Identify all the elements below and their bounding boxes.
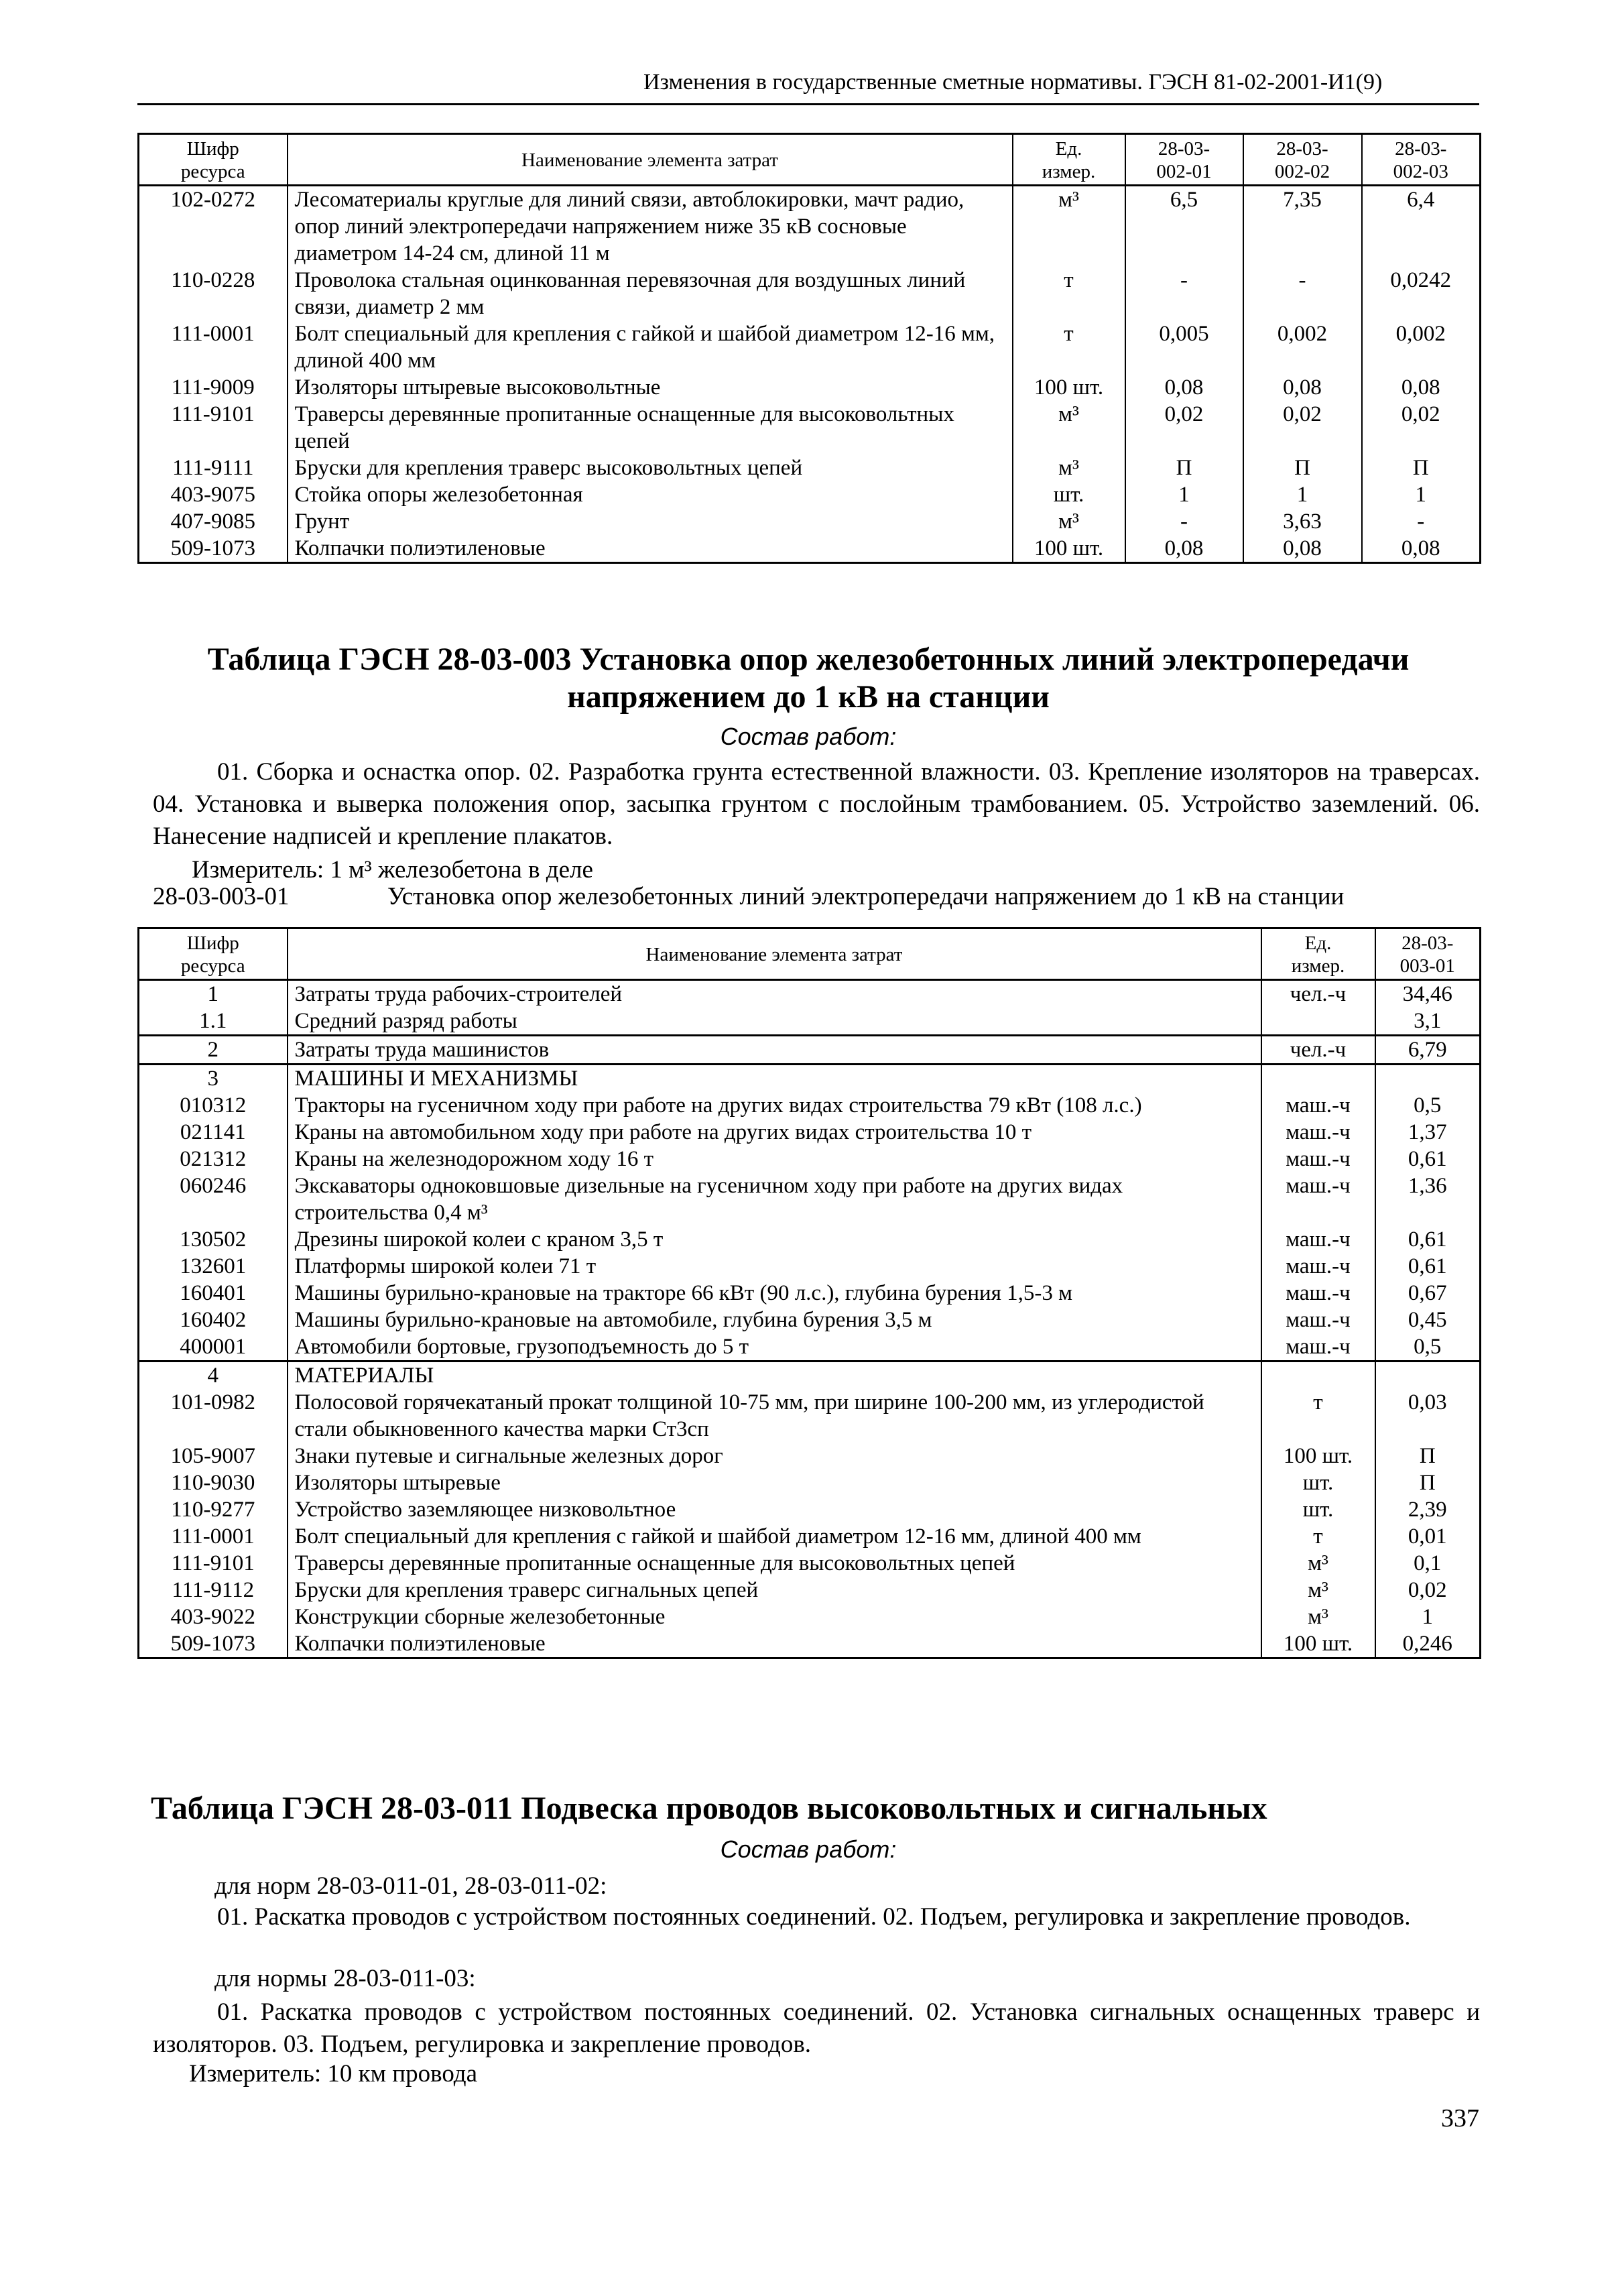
unit: маш.-ч (1261, 1172, 1375, 1226)
resource-code: 105-9007 (139, 1443, 288, 1469)
resource-code: 403-9022 (139, 1604, 288, 1630)
resource-name: Средний разряд работы (288, 1008, 1261, 1036)
composition-label: Состав работ: (720, 723, 897, 750)
norm-value-3: 0,08 (1362, 535, 1481, 563)
resource-name: Конструкции сборные железобетонные (288, 1604, 1261, 1630)
norm-value (1375, 1362, 1481, 1390)
resource-name: Платформы широкой колеи 71 т (288, 1253, 1261, 1280)
resource-name: Бруски для крепления траверс сигнальных цепей (288, 1577, 1261, 1604)
norm-value-1: 0,02 (1125, 401, 1243, 455)
table-row (139, 980, 1481, 1008)
table-row (139, 1550, 1481, 1577)
norm-value-3: 0,002 (1362, 320, 1481, 374)
table-header-row (139, 134, 1481, 186)
unit (1261, 1008, 1375, 1036)
resource-code: 110-9277 (139, 1496, 288, 1523)
table-row (139, 1469, 1481, 1496)
resource-code: 407-9085 (139, 508, 288, 535)
unit: м³ (1261, 1550, 1375, 1577)
resource-code: 111-9101 (139, 401, 288, 455)
resource-code: 102-0272 (139, 186, 288, 267)
unit: маш.-ч (1261, 1226, 1375, 1253)
unit: маш.-ч (1261, 1253, 1375, 1280)
resource-name: МАШИНЫ И МЕХАНИЗМЫ (288, 1065, 1261, 1093)
norm-value-3: 0,08 (1362, 374, 1481, 401)
unit: м³ (1013, 401, 1125, 455)
table-row (139, 320, 1481, 374)
resource-code: 509-1073 (139, 1630, 288, 1658)
unit: шт. (1013, 481, 1125, 508)
unit: 100 шт. (1261, 1443, 1375, 1469)
table-row (139, 1253, 1481, 1280)
resource-code: 021141 (139, 1119, 288, 1146)
norm-name: Установка опор железобетонных линий электропередачи напряжением до 1 кВ на станции (387, 883, 1345, 910)
unit: шт. (1261, 1469, 1375, 1496)
norm-value: 0,45 (1375, 1307, 1481, 1333)
unit: маш.-ч (1261, 1280, 1375, 1307)
resource-code: 110-0228 (139, 267, 288, 320)
meter-text: Измеритель: 10 км провода (189, 2060, 477, 2088)
resource-code: 021312 (139, 1146, 288, 1172)
resource-name: Тракторы на гусеничном ходу при работе на других видах строительства 79 кВт (108 л.с.) (288, 1092, 1261, 1119)
norm-value-3: П (1362, 455, 1481, 481)
column-header-unit: Ед. измер. (1261, 928, 1375, 980)
unit (1261, 1065, 1375, 1093)
norms-list-a: для норм 28-03-011-01, 28-03-011-02: (214, 1872, 607, 1900)
resource-code: 160401 (139, 1280, 288, 1307)
column-header-norm-2: 28-03- 002-02 (1243, 134, 1362, 186)
resource-code: 101-0982 (139, 1389, 288, 1443)
unit: маш.-ч (1261, 1333, 1375, 1362)
resource-code: 111-9112 (139, 1577, 288, 1604)
norm-value-1: 0,08 (1125, 535, 1243, 563)
table-row (139, 1226, 1481, 1253)
norm-value (1375, 1065, 1481, 1093)
norm-value-1: - (1125, 508, 1243, 535)
norm-value: П (1375, 1469, 1481, 1496)
table-row (139, 1577, 1481, 1604)
norms-list-b: для нормы 28-03-011-03: (214, 1965, 476, 1992)
table-row (139, 1280, 1481, 1307)
norm-value: 0,67 (1375, 1280, 1481, 1307)
column-header-name: Наименование элемента затрат (288, 134, 1013, 186)
norm-value-1: П (1125, 455, 1243, 481)
unit: 100 шт. (1261, 1630, 1375, 1658)
norm-value-3: - (1362, 508, 1481, 535)
resource-code: 111-9101 (139, 1550, 288, 1577)
norm-value: 0,246 (1375, 1630, 1481, 1658)
table-row (139, 1362, 1481, 1390)
table-row (139, 1523, 1481, 1550)
unit: т (1261, 1523, 1375, 1550)
norm-value-3: 0,0242 (1362, 267, 1481, 320)
table-row (139, 1307, 1481, 1333)
header-rule (137, 103, 1479, 105)
column-header-norm-1: 28-03- 002-01 (1125, 134, 1243, 186)
unit: маш.-ч (1261, 1092, 1375, 1119)
composition-text-b: 01. Раскатка проводов с устройством постоянных соединений. 02. Установка сигнальных оснащенных траверс и изоляторов. 03. Подъем, регулировка и закрепление проводов. (153, 1998, 1480, 2058)
page-number: 337 (1441, 2104, 1479, 2132)
table-row (139, 374, 1481, 401)
resource-table-28-03-002 (137, 133, 1481, 564)
resource-code: 403-9075 (139, 481, 288, 508)
unit: т (1013, 320, 1125, 374)
norm-value: 0,61 (1375, 1253, 1481, 1280)
unit: 100 шт. (1013, 535, 1125, 563)
resource-name: Болт специальный для крепления с гайкой и шайбой диаметром 12-16 мм, длиной 400 мм (288, 1523, 1261, 1550)
resource-name: Колпачки полиэтиленовые (288, 1630, 1261, 1658)
norm-value-3: 0,02 (1362, 401, 1481, 455)
table-row (139, 1146, 1481, 1172)
norm-value: 1 (1375, 1604, 1481, 1630)
resource-code: 010312 (139, 1092, 288, 1119)
column-header-code: Шифр ресурса (139, 134, 288, 186)
norm-value: 34,46 (1375, 980, 1481, 1008)
section-title-28-03-011: Таблица ГЭСН 28-03-011 Подвеска проводов высоковольтных и сигнальных (151, 1791, 1267, 1826)
resource-code: 400001 (139, 1333, 288, 1362)
norm-value: 0,02 (1375, 1577, 1481, 1604)
resource-code: 160402 (139, 1307, 288, 1333)
norm-value: П (1375, 1443, 1481, 1469)
resource-name: Изоляторы штыревые (288, 1469, 1261, 1496)
norm-value: 1,36 (1375, 1172, 1481, 1226)
resource-name: Лесоматериалы круглые для линий связи, автоблокировки, мачт радио, опор линий электропередачи напряжением ниже 35 кВ сосновые диаметром 14-24 см, длиной 11 м (288, 186, 1013, 267)
resource-name: Экскаваторы одноковшовые дизельные на гусеничном ходу при работе на других видах строительства 0,4 м³ (288, 1172, 1261, 1226)
table-row (139, 1443, 1481, 1469)
unit: маш.-ч (1261, 1307, 1375, 1333)
resource-name: Проволока стальная оцинкованная перевязочная для воздушных линий связи, диаметр 2 мм (288, 267, 1013, 320)
norm-value: 0,01 (1375, 1523, 1481, 1550)
running-header: Изменения в государственные сметные нормативы. ГЭСН 81-02-2001-И1(9) (643, 70, 1383, 95)
column-header-code: Шифр ресурса (139, 928, 288, 980)
norm-value-1: 0,08 (1125, 374, 1243, 401)
unit (1261, 1362, 1375, 1390)
resource-code: 111-9111 (139, 455, 288, 481)
section-title-28-03-003: Таблица ГЭСН 28-03-003 Установка опор железобетонных линий электропередачи напряжением до 1 кВ на станции (207, 642, 1410, 715)
resource-name: Краны на железнодорожном ходу 16 т (288, 1146, 1261, 1172)
table-row (139, 1172, 1481, 1226)
unit: шт. (1261, 1496, 1375, 1523)
composition-text-a: 01. Раскатка проводов с устройством постоянных соединений. 02. Подъем, регулировка и закрепление проводов. (217, 1903, 1411, 1931)
norm-value-2: 3,63 (1243, 508, 1362, 535)
norm-value-2: 0,002 (1243, 320, 1362, 374)
norm-value-2: П (1243, 455, 1362, 481)
norm-value-3: 1 (1362, 481, 1481, 508)
resource-name: Устройство заземляющее низковольтное (288, 1496, 1261, 1523)
unit: 100 шт. (1013, 374, 1125, 401)
norm-value: 0,1 (1375, 1550, 1481, 1577)
resource-name: Знаки путевые и сигнальные железных дорог (288, 1443, 1261, 1469)
column-header-norm-3: 28-03- 002-03 (1362, 134, 1481, 186)
unit: м³ (1013, 186, 1125, 267)
norm-value-1: 6,5 (1125, 186, 1243, 267)
resource-name: Затраты труда машинистов (288, 1036, 1261, 1065)
table-row (139, 1065, 1481, 1093)
table-header-row (139, 928, 1481, 980)
column-header-unit: Ед. измер. (1013, 134, 1125, 186)
resource-code: 2 (139, 1036, 288, 1065)
resource-name: Траверсы деревянные пропитанные оснащенные для высоковольтных цепей (288, 1550, 1261, 1577)
norm-value-2: 1 (1243, 481, 1362, 508)
resource-table-28-03-003-01 (137, 927, 1481, 1659)
resource-code: 060246 (139, 1172, 288, 1226)
norm-value: 2,39 (1375, 1496, 1481, 1523)
norm-value-2: 0,08 (1243, 535, 1362, 563)
resource-name: Изоляторы штыревые высоковольтные (288, 374, 1013, 401)
resource-name: Дрезины широкой колеи с краном 3,5 т (288, 1226, 1261, 1253)
norm-value-1: 0,005 (1125, 320, 1243, 374)
norm-value: 0,03 (1375, 1389, 1481, 1443)
table-row (139, 1389, 1481, 1443)
norm-code: 28-03-003-01 (153, 883, 290, 910)
norm-value-2: 0,02 (1243, 401, 1362, 455)
resource-name: Колпачки полиэтиленовые (288, 535, 1013, 563)
norm-value-2: - (1243, 267, 1362, 320)
unit: маш.-ч (1261, 1119, 1375, 1146)
norm-value-1: 1 (1125, 481, 1243, 508)
table-row (139, 508, 1481, 535)
table-body (139, 186, 1481, 563)
table-row (139, 455, 1481, 481)
table-row (139, 401, 1481, 455)
table-row (139, 1333, 1481, 1362)
norm-value: 0,61 (1375, 1226, 1481, 1253)
table-row (139, 1119, 1481, 1146)
norm-value: 3,1 (1375, 1008, 1481, 1036)
table-row (139, 1008, 1481, 1036)
resource-code: 3 (139, 1065, 288, 1093)
table-row (139, 186, 1481, 267)
table-row (139, 1630, 1481, 1658)
resource-name: Грунт (288, 508, 1013, 535)
resource-code: 111-0001 (139, 1523, 288, 1550)
unit: м³ (1261, 1604, 1375, 1630)
unit: м³ (1013, 508, 1125, 535)
meter-text: Измеритель: 1 м³ железобетона в деле (192, 856, 593, 884)
unit: м³ (1261, 1577, 1375, 1604)
unit: т (1013, 267, 1125, 320)
resource-code: 4 (139, 1362, 288, 1390)
resource-name: Машины бурильно-крановые на тракторе 66 кВт (90 л.с.), глубина бурения 1,5-3 м (288, 1280, 1261, 1307)
resource-name: Автомобили бортовые, грузоподъемность до 5 т (288, 1333, 1261, 1362)
table-row (139, 267, 1481, 320)
resource-code: 1 (139, 980, 288, 1008)
composition-label: Состав работ: (720, 1835, 897, 1863)
column-header-name: Наименование элемента затрат (288, 928, 1261, 980)
resource-name: Стойка опоры железобетонная (288, 481, 1013, 508)
resource-code: 132601 (139, 1253, 288, 1280)
table-row (139, 1036, 1481, 1065)
norm-value: 0,61 (1375, 1146, 1481, 1172)
norm-value: 0,5 (1375, 1333, 1481, 1362)
resource-code: 1.1 (139, 1008, 288, 1036)
unit: т (1261, 1389, 1375, 1443)
norm-value: 0,5 (1375, 1092, 1481, 1119)
unit: чел.-ч (1261, 1036, 1375, 1065)
unit: чел.-ч (1261, 980, 1375, 1008)
resource-name: Краны на автомобильном ходу при работе на других видах строительства 10 т (288, 1119, 1261, 1146)
table-row (139, 1092, 1481, 1119)
norm-value: 6,79 (1375, 1036, 1481, 1065)
column-header-norm: 28-03- 003-01 (1375, 928, 1481, 980)
unit: м³ (1013, 455, 1125, 481)
resource-name: Полосовой горячекатаный прокат толщиной 10-75 мм, при ширине 100-200 мм, из углеродистой стали обыкновенного качества марки Ст3сп (288, 1389, 1261, 1443)
resource-code: 111-9009 (139, 374, 288, 401)
resource-code: 509-1073 (139, 535, 288, 563)
norm-value-3: 6,4 (1362, 186, 1481, 267)
resource-name: Болт специальный для крепления с гайкой и шайбой диаметром 12-16 мм, длиной 400 мм (288, 320, 1013, 374)
table-row (139, 481, 1481, 508)
resource-name: Затраты труда рабочих-строителей (288, 980, 1261, 1008)
resource-name: Машины бурильно-крановые на автомобиле, глубина бурения 3,5 м (288, 1307, 1261, 1333)
resource-code: 111-0001 (139, 320, 288, 374)
composition-text: 01. Сборка и оснастка опор. 02. Разработка грунта естественной влажности. 03. Крепление изоляторов на траверсах. 04. Установка и выверка положения опор, засыпка грунтом с послойным трамбованием. 05. Устройство заземлений. 06. Нанесение надписей и крепление плакатов. (153, 758, 1480, 850)
table-row (139, 535, 1481, 563)
norm-value-1: - (1125, 267, 1243, 320)
table-row (139, 1604, 1481, 1630)
unit: маш.-ч (1261, 1146, 1375, 1172)
table-body (139, 980, 1481, 1658)
norm-value-2: 7,35 (1243, 186, 1362, 267)
resource-name: Траверсы деревянные пропитанные оснащенные для высоковольтных цепей (288, 401, 1013, 455)
norm-value: 1,37 (1375, 1119, 1481, 1146)
resource-code: 130502 (139, 1226, 288, 1253)
resource-name: Бруски для крепления траверс высоковольтных цепей (288, 455, 1013, 481)
resource-code: 110-9030 (139, 1469, 288, 1496)
norm-value-2: 0,08 (1243, 374, 1362, 401)
table-row (139, 1496, 1481, 1523)
resource-name: МАТЕРИАЛЫ (288, 1362, 1261, 1390)
